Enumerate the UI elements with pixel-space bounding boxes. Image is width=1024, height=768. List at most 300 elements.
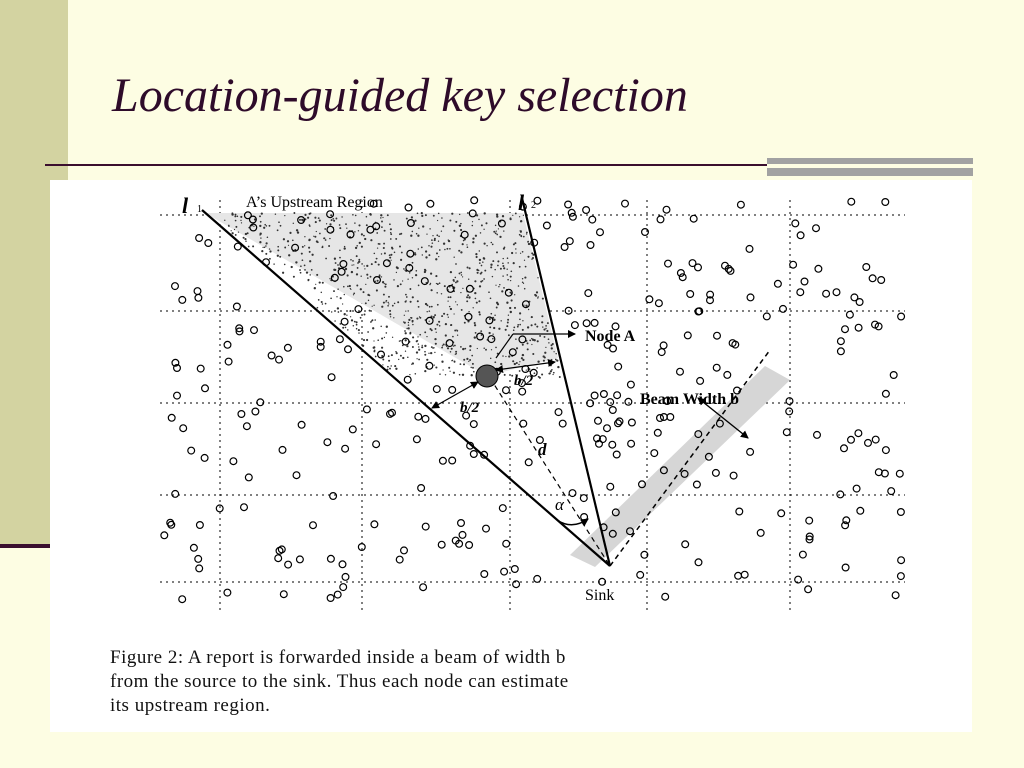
stipple-dot <box>527 348 529 350</box>
stipple-dot <box>404 322 406 324</box>
sensor-node <box>687 291 694 298</box>
stipple-dot <box>417 336 418 337</box>
stipple-dot <box>349 310 351 312</box>
sensor-node <box>792 220 799 227</box>
stipple-dot <box>431 289 433 291</box>
stipple-dot <box>373 347 375 349</box>
stipple-dot <box>450 271 452 273</box>
stipple-dot <box>381 253 382 254</box>
sensor-node <box>483 525 490 532</box>
stipple-dot <box>381 347 383 349</box>
stipple-dot <box>503 248 505 250</box>
stipple-dot <box>436 324 438 326</box>
stipple-dot <box>337 288 339 290</box>
stipple-dot <box>489 318 491 320</box>
stipple-dot <box>504 374 506 376</box>
stipple-dot <box>389 223 391 225</box>
stipple-dot <box>412 324 413 325</box>
stipple-dot <box>478 311 480 313</box>
stipple-dot <box>460 363 462 365</box>
stipple-dot <box>235 220 237 222</box>
stipple-dot <box>395 238 397 240</box>
stipple-dot <box>356 328 358 330</box>
stipple-dot <box>441 231 442 232</box>
node-a-marker <box>476 365 498 387</box>
stipple-dot <box>516 347 518 349</box>
stipple-dot <box>512 360 514 362</box>
stipple-dot <box>428 245 430 247</box>
label-half-beam-right: b/2 <box>514 373 534 389</box>
stipple-dot <box>498 228 499 229</box>
sensor-node <box>285 344 292 351</box>
stipple-dot <box>519 318 521 320</box>
stipple-dot <box>478 219 480 221</box>
stipple-dot <box>410 317 411 318</box>
stipple-dot <box>526 233 527 234</box>
stipple-dot <box>339 249 341 251</box>
stipple-dot <box>331 219 333 221</box>
sensor-node <box>387 411 394 418</box>
stipple-dot <box>451 213 453 215</box>
sensor-node <box>188 447 195 454</box>
stipple-dot <box>422 225 424 227</box>
stipple-dot <box>387 366 389 368</box>
stipple-dot <box>455 353 457 355</box>
stipple-dot <box>484 243 486 245</box>
sensor-node <box>783 429 790 436</box>
stipple-dot <box>462 288 463 289</box>
sensor-node <box>694 481 701 488</box>
sensor-node <box>690 215 697 222</box>
sensor-node <box>741 571 748 578</box>
stipple-dot <box>519 216 520 217</box>
stipple-dot <box>475 235 477 237</box>
sensor-node <box>230 458 237 465</box>
stipple-dot <box>446 248 448 250</box>
stipple-dot <box>449 248 451 250</box>
stipple-dot <box>531 324 533 326</box>
stipple-dot <box>438 235 440 237</box>
sensor-node <box>609 441 616 448</box>
stipple-dot <box>346 315 347 316</box>
stipple-dot <box>529 339 531 341</box>
stipple-dot <box>453 230 455 232</box>
stipple-dot <box>356 285 358 287</box>
stipple-dot <box>358 230 359 231</box>
sensor-node <box>646 296 653 303</box>
stipple-dot <box>318 299 320 301</box>
sensor-node <box>172 283 179 290</box>
stipple-dot <box>266 225 268 227</box>
stipple-dot <box>269 258 271 260</box>
sensor-node <box>371 521 378 528</box>
stipple-dot <box>479 285 481 287</box>
sensor-node <box>795 576 802 583</box>
stipple-dot <box>341 216 342 217</box>
sensor-node <box>591 320 598 327</box>
sensor-node <box>614 392 621 399</box>
sensor-node <box>863 264 870 271</box>
stipple-dot <box>462 348 464 350</box>
stipple-dot <box>408 322 409 323</box>
stipple-dot <box>377 247 378 248</box>
stipple-dot <box>347 286 349 288</box>
stipple-dot <box>436 252 438 254</box>
stipple-dot <box>344 246 345 247</box>
stipple-dot <box>482 261 484 263</box>
stipple-dot <box>470 367 471 368</box>
sensor-node <box>730 472 737 479</box>
sensor-node <box>280 591 287 598</box>
stipple-dot <box>278 221 280 223</box>
stipple-dot <box>384 283 385 284</box>
stipple-dot <box>386 300 388 302</box>
stipple-dot <box>509 291 511 293</box>
stipple-dot <box>471 374 473 376</box>
stipple-dot <box>334 258 336 260</box>
sensor-node <box>823 290 830 297</box>
sensor-node <box>310 522 317 529</box>
stipple-dot <box>263 227 265 229</box>
stipple-dot <box>410 235 412 237</box>
stipple-dot <box>417 340 419 342</box>
sensor-node <box>252 408 259 415</box>
stipple-dot <box>426 304 428 306</box>
stipple-dot <box>264 224 266 226</box>
sensor-node <box>414 436 421 443</box>
stipple-dot <box>376 258 378 260</box>
stipple-dot <box>460 346 462 348</box>
stipple-dot <box>442 369 443 370</box>
stipple-dot <box>511 252 513 254</box>
stipple-dot <box>475 253 477 255</box>
sensor-node <box>890 372 897 379</box>
stipple-dot <box>424 269 426 271</box>
stipple-dot <box>476 302 478 304</box>
stipple-dot <box>480 232 482 234</box>
stipple-dot <box>330 297 332 299</box>
stipple-dot <box>265 245 267 247</box>
stipple-dot <box>502 355 504 357</box>
stipple-dot <box>428 254 430 256</box>
stipple-dot <box>528 243 530 245</box>
label-node-a: Node A <box>585 328 636 345</box>
stipple-dot <box>482 280 484 282</box>
sensor-node <box>276 356 283 363</box>
stipple-dot <box>506 268 507 269</box>
stipple-dot <box>546 330 548 332</box>
stipple-dot <box>429 228 430 229</box>
stipple-dot <box>366 216 368 218</box>
stipple-dot <box>304 269 306 271</box>
sensor-node <box>427 200 434 207</box>
stipple-dot <box>364 238 366 240</box>
stipple-dot <box>541 315 543 317</box>
sensor-node <box>896 470 903 477</box>
stipple-dot <box>409 288 411 290</box>
stipple-dot <box>497 260 499 262</box>
stipple-dot <box>497 303 499 305</box>
stipple-dot <box>441 347 443 349</box>
sensor-node <box>888 488 895 495</box>
stipple-dot <box>345 268 347 270</box>
sensor-node <box>660 342 667 349</box>
stipple-dot <box>400 283 402 285</box>
stipple-dot <box>339 224 341 226</box>
stipple-dot <box>449 371 450 372</box>
stipple-dot <box>448 296 450 298</box>
stipple-dot <box>461 274 462 275</box>
stipple-dot <box>441 315 443 317</box>
stipple-dot <box>328 245 330 247</box>
stipple-dot <box>405 332 407 334</box>
stipple-dot <box>316 274 318 276</box>
sensor-node <box>815 265 822 272</box>
sensor-node <box>339 561 346 568</box>
stipple-dot <box>469 349 471 351</box>
stipple-dot <box>321 246 323 248</box>
stipple-dot <box>441 361 443 363</box>
stipple-dot <box>337 264 339 266</box>
stipple-dot <box>519 266 521 268</box>
stipple-dot <box>293 212 295 214</box>
stipple-dot <box>545 328 546 329</box>
stipple-dot <box>314 287 316 289</box>
stipple-dot <box>269 248 270 249</box>
sensor-node <box>194 288 201 295</box>
stipple-dot <box>527 326 529 328</box>
stipple-dot <box>400 355 402 357</box>
stipple-dot <box>531 316 533 318</box>
stipple-dot <box>507 257 509 259</box>
sensor-node <box>855 430 862 437</box>
stipple-dot <box>553 372 555 374</box>
stipple-dot <box>381 221 383 223</box>
sensor-node <box>591 392 598 399</box>
sensor-node <box>405 204 412 211</box>
sensor-node <box>238 411 245 418</box>
stipple-dot <box>351 271 353 273</box>
stipple-dot <box>553 351 554 352</box>
sensor-node <box>615 363 622 370</box>
stipple-dot <box>412 277 413 278</box>
stipple-dot <box>236 215 238 217</box>
stipple-dot <box>454 345 456 347</box>
stipple-dot <box>366 224 368 226</box>
stipple-dot <box>416 351 418 353</box>
stipple-dot <box>330 214 332 216</box>
stipple-dot <box>500 363 502 365</box>
stipple-dot <box>357 267 359 269</box>
stipple-dot <box>418 359 420 361</box>
stipple-dot <box>492 334 493 335</box>
stipple-dot <box>509 307 511 309</box>
stipple-dot <box>417 300 419 302</box>
stipple-dot <box>333 269 335 271</box>
sensor-node <box>328 374 335 381</box>
sensor-node <box>449 457 456 464</box>
stipple-dot <box>355 215 357 217</box>
stipple-dot <box>347 274 349 276</box>
stipple-dot <box>477 272 479 274</box>
stipple-dot <box>390 316 391 317</box>
stipple-dot <box>388 360 390 362</box>
caption-line: from the source to the sink. Thus each node can estimate <box>110 671 569 692</box>
stipple-dot <box>537 340 539 342</box>
sensor-node <box>747 449 754 456</box>
stipple-dot <box>235 214 237 216</box>
stipple-dot <box>455 221 457 223</box>
label-l2-subscript: 2 <box>531 200 536 211</box>
stipple-dot <box>478 300 480 302</box>
stipple-dot <box>551 369 553 371</box>
stipple-dot <box>337 307 339 309</box>
stipple-dot <box>429 321 430 322</box>
stipple-dot <box>521 357 523 359</box>
sensor-node <box>415 413 422 420</box>
stipple-dot <box>428 353 429 354</box>
stipple-dot <box>496 307 498 309</box>
stipple-dot <box>523 236 525 238</box>
stipple-dot <box>501 290 503 292</box>
sensor-node <box>714 332 721 339</box>
sensor-node <box>682 541 689 548</box>
stipple-dot <box>479 259 481 261</box>
sensor-node <box>837 491 844 498</box>
stipple-dot <box>464 322 466 324</box>
sensor-node <box>241 504 248 511</box>
stipple-dot <box>514 307 516 309</box>
stipple-dot <box>463 363 465 365</box>
stipple-dot <box>439 373 441 375</box>
stipple-dot <box>400 340 401 341</box>
stipple-dot <box>416 233 418 235</box>
stipple-dot <box>455 277 457 279</box>
sensor-node <box>872 436 879 443</box>
stipple-dot <box>500 320 501 321</box>
stipple-dot <box>524 288 526 290</box>
sensor-node <box>245 474 252 481</box>
stipple-dot <box>490 264 492 266</box>
sensor-node <box>665 260 672 267</box>
stipple-dot <box>288 254 290 256</box>
stipple-dot <box>409 272 410 273</box>
sensor-node <box>196 565 203 572</box>
sensor-node <box>595 417 602 424</box>
stipple-dot <box>400 233 402 235</box>
stipple-dot <box>362 345 364 347</box>
stipple-dot <box>454 330 456 332</box>
stipple-dot <box>231 213 233 215</box>
stipple-dot <box>319 282 321 284</box>
stipple-dot <box>377 280 379 282</box>
label-angle: α <box>555 495 564 514</box>
stipple-dot <box>474 322 476 324</box>
sensor-node <box>481 571 488 578</box>
stipple-dot <box>528 309 529 310</box>
stipple-dot <box>407 310 408 311</box>
stipple-dot <box>510 311 512 313</box>
stipple-dot <box>451 348 453 350</box>
stipple-dot <box>240 220 241 221</box>
stipple-dot <box>331 311 332 312</box>
stipple-dot <box>513 262 515 264</box>
sensor-node <box>544 222 551 229</box>
stipple-dot <box>467 294 469 296</box>
sensor-node <box>856 299 863 306</box>
stipple-dot <box>472 367 474 369</box>
stipple-dot <box>302 259 304 261</box>
sensor-node <box>813 225 820 232</box>
sensor-node <box>519 388 526 395</box>
stipple-dot <box>450 296 452 298</box>
sensor-node <box>735 572 742 579</box>
sensor-node <box>349 426 356 433</box>
stipple-dot <box>459 225 461 227</box>
stipple-dot <box>391 365 392 366</box>
sensor-node <box>609 407 616 414</box>
stipple-dot <box>412 262 414 264</box>
stipple-dot <box>502 275 503 276</box>
stipple-dot <box>282 272 284 274</box>
sensor-node <box>378 351 385 358</box>
stipple-dot <box>284 247 286 249</box>
stipple-dot <box>483 257 485 259</box>
stipple-dot <box>434 314 436 316</box>
stipple-dot <box>461 309 463 311</box>
stipple-dot <box>547 322 549 324</box>
stipple-dot <box>519 230 520 231</box>
stipple-dot <box>485 222 487 224</box>
stipple-dot <box>375 356 377 358</box>
sensor-node <box>841 445 848 452</box>
stipple-dot <box>311 254 313 256</box>
stipple-dot <box>475 332 477 334</box>
stipple-dot <box>408 324 410 326</box>
stipple-dot <box>297 231 299 233</box>
sensor-node <box>604 425 611 432</box>
stipple-dot <box>418 248 420 250</box>
stipple-dot <box>432 242 434 244</box>
stipple-dot <box>360 317 362 319</box>
stipple-dot <box>380 214 382 216</box>
stipple-dot <box>359 242 361 244</box>
stipple-dot <box>388 355 390 357</box>
stipple-dot <box>506 274 508 276</box>
stipple-dot <box>496 230 497 231</box>
stipple-dot <box>522 278 523 279</box>
stipple-dot <box>525 266 527 268</box>
sensor-node <box>607 483 614 490</box>
stipple-dot <box>404 315 405 316</box>
stipple-dot <box>323 237 325 239</box>
stipple-dot <box>360 275 361 276</box>
stipple-dot <box>524 277 526 279</box>
stipple-dot <box>378 264 380 266</box>
sensor-node <box>511 566 518 573</box>
stipple-dot <box>315 284 316 285</box>
sensor-node <box>898 509 905 516</box>
stipple-dot <box>424 345 426 347</box>
stipple-dot <box>304 236 305 237</box>
stipple-dot <box>325 239 327 241</box>
stipple-dot <box>379 274 381 276</box>
stipple-dot <box>395 368 397 370</box>
sensor-node <box>513 581 520 588</box>
stipple-dot <box>300 265 302 267</box>
stipple-dot <box>351 264 352 265</box>
stipple-dot <box>424 370 426 372</box>
